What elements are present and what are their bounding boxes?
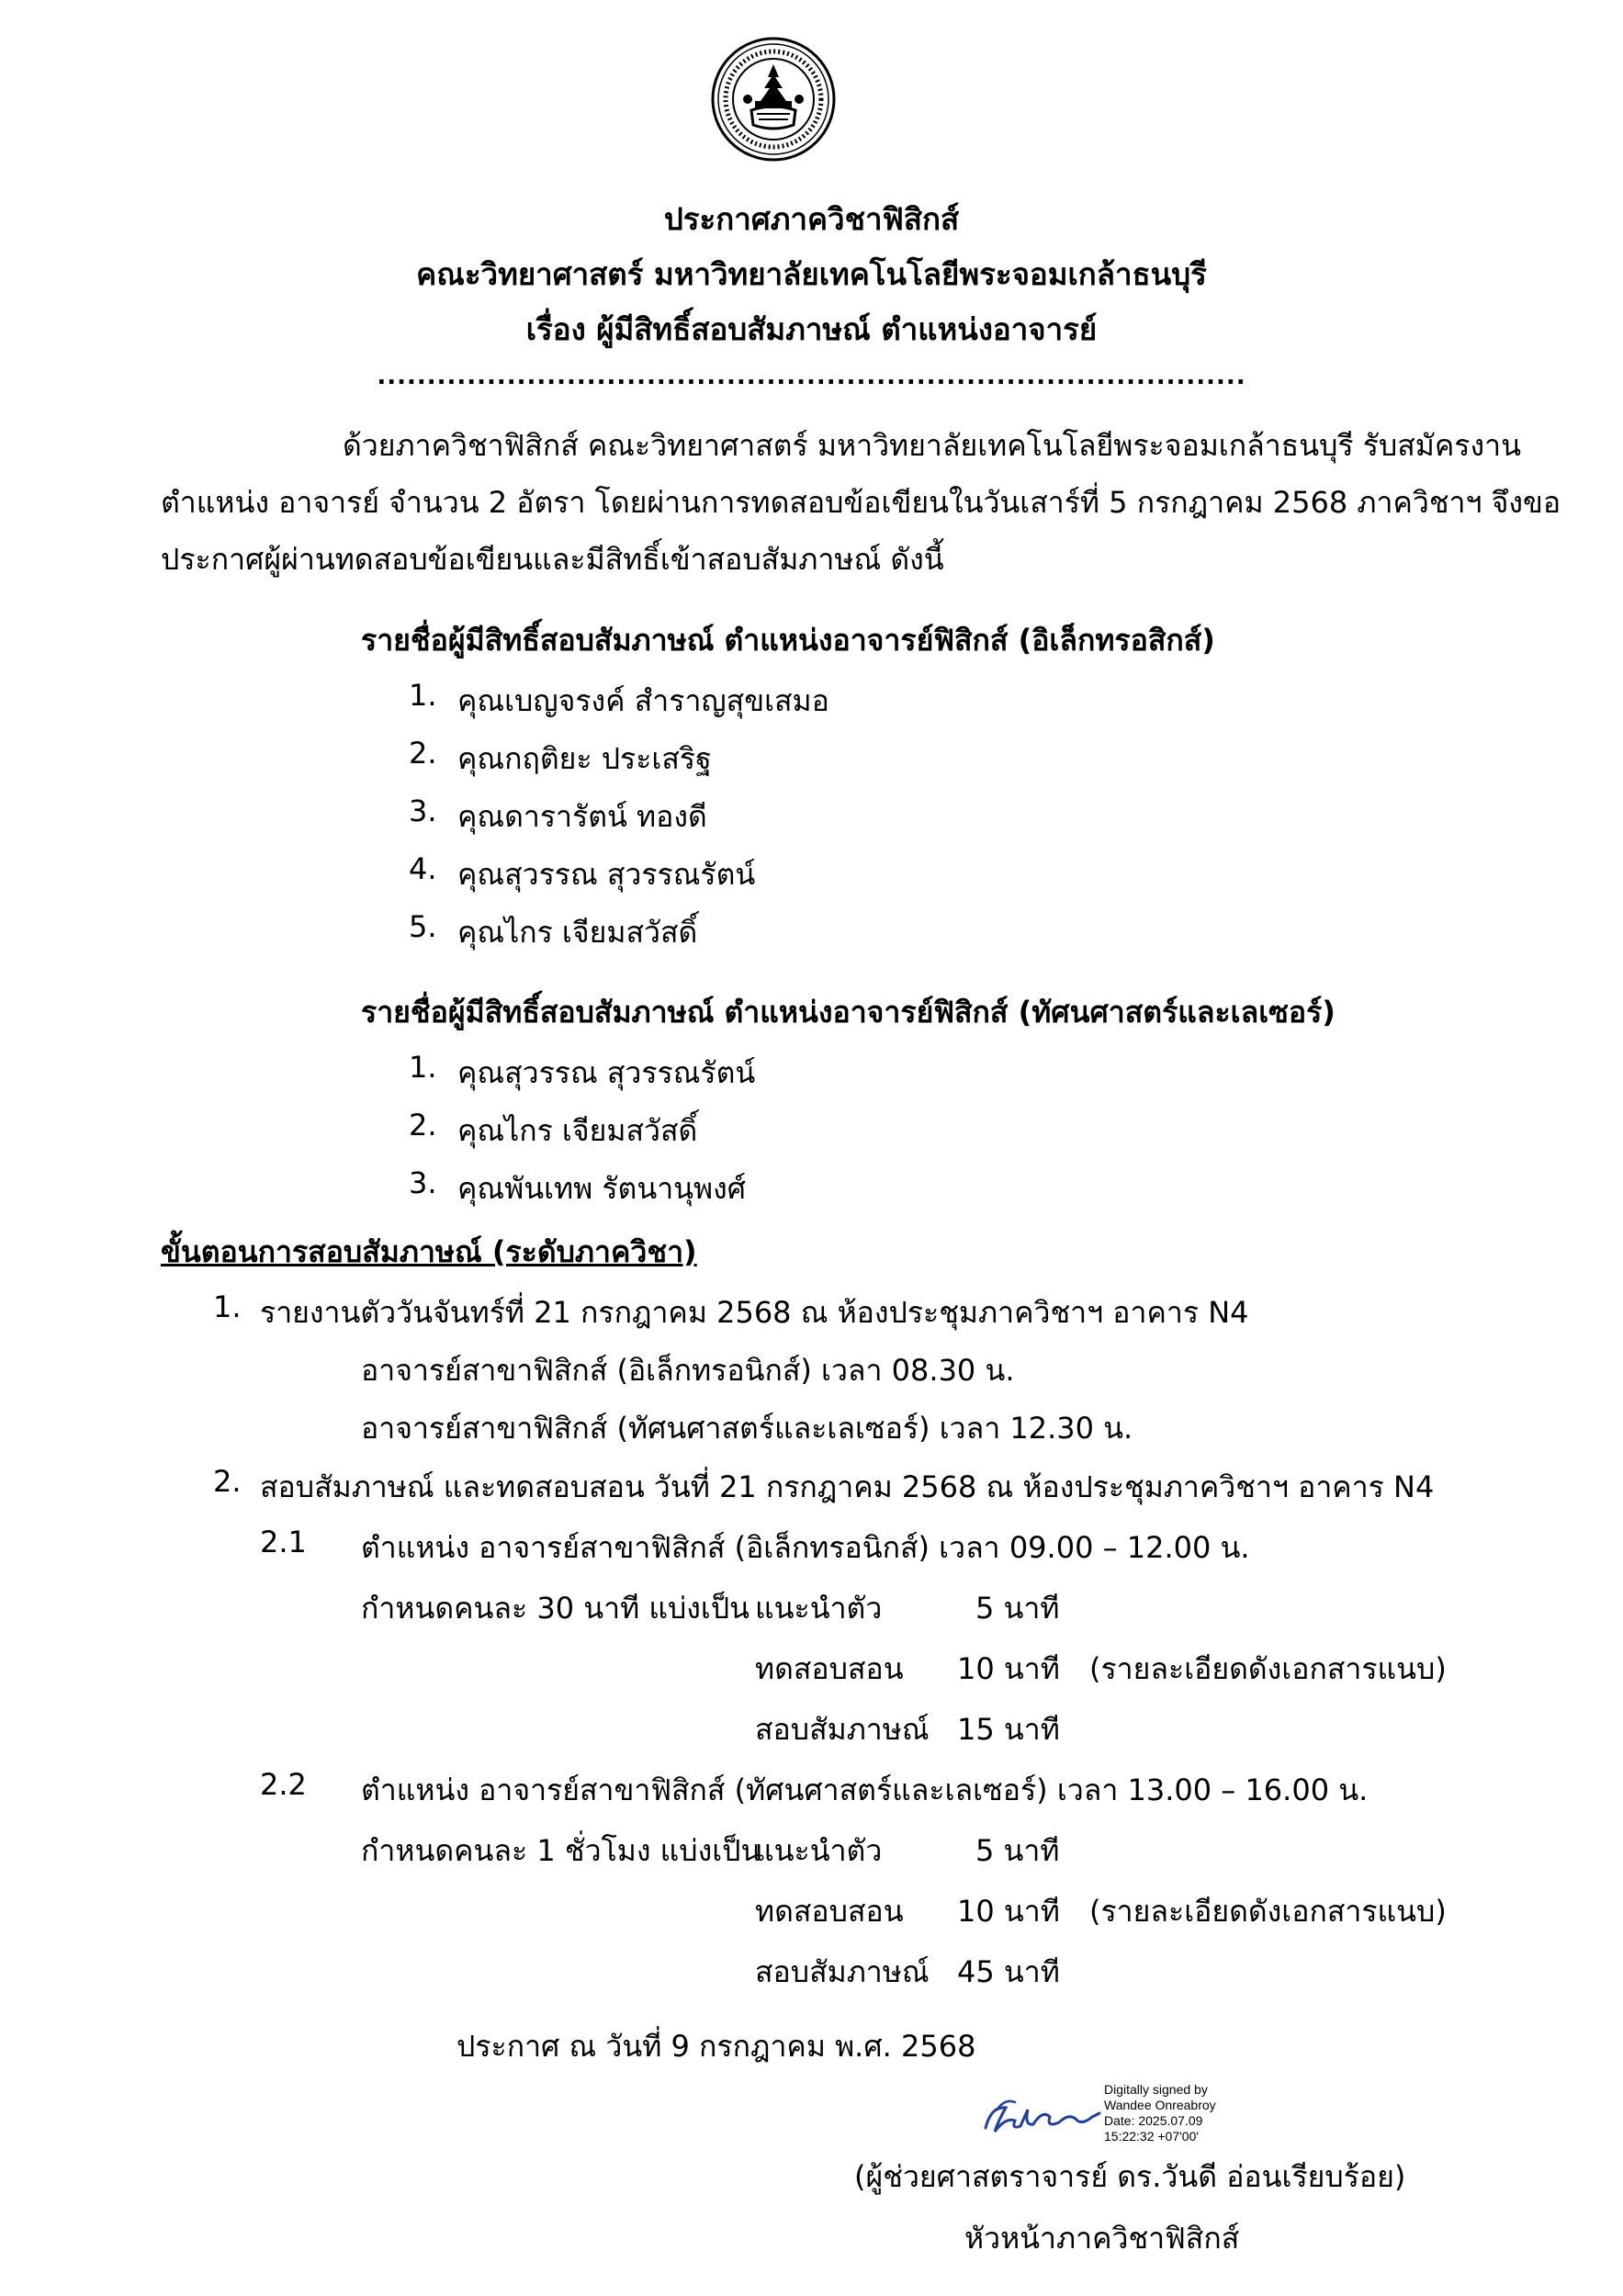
schedule-label: ทดสอบสอน bbox=[755, 1894, 904, 1929]
list-item-name: คุณสุวรรณ สุวรรณรัตน์ bbox=[457, 1055, 756, 1090]
signer-name: (ผู้ช่วยศาสตราจารย์ ดร.วันดี อ่อนเรียบร้อย) bbox=[854, 2159, 1406, 2194]
list-item-name: คุณสุวรรณ สุวรรณรัตน์ bbox=[457, 857, 756, 892]
schedule-label: แนะนำตัว bbox=[755, 1591, 883, 1626]
schedule-note: (รายละเอียดดังเอกสารแนบ) bbox=[1089, 1651, 1447, 1686]
list-item-number: 5. bbox=[409, 909, 437, 944]
substep-2-1-text: ตำแหน่ง อาจารย์สาขาฟิสิกส์ (อิเล็กทรอนิกส์) เวลา 09.00 – 12.00 น. bbox=[361, 1530, 1250, 1565]
list-item-number: 4. bbox=[409, 851, 437, 886]
subject-title: เรื่อง ผู้มีสิทธิ์สอบสัมภาษณ์ ตำแหน่งอาจารย์ bbox=[525, 311, 1098, 347]
list-item-name: คุณไกร เจียมสวัสดิ์ bbox=[457, 915, 698, 950]
substep-2-1-allocation: กำหนดคนละ 30 นาที แบ่งเป็น bbox=[361, 1591, 750, 1626]
list-item-name: คุณไกร เจียมสวัสดิ์ bbox=[457, 1113, 698, 1148]
announcement-title: ประกาศภาควิชาฟิสิกส์ bbox=[663, 201, 960, 237]
step-1-text: รายงานตัววันจันทร์ที่ 21 กรกฎาคม 2568 ณ ห้องประชุมภาควิชาฯ อาคาร N4 bbox=[260, 1295, 1249, 1330]
step-number: 2. bbox=[213, 1464, 242, 1499]
intro-line-2: ตำแหน่ง อาจารย์ จำนวน 2 อัตรา โดยผ่านการทดสอบข้อเขียนในวันเสาร์ที่ 5 กรกฎาคม 2568 ภาควิชาฯ จึงขอ bbox=[161, 485, 1561, 520]
header-separator: ....................................................................................... bbox=[377, 363, 1246, 390]
step-number: 1. bbox=[213, 1289, 242, 1324]
list-item-name: คุณพันเทพ รัตนานุพงศ์ bbox=[457, 1171, 747, 1206]
signer-position: หัวหน้าภาควิชาฟิสิกส์ bbox=[964, 2221, 1240, 2256]
schedule-time: 10 นาที bbox=[957, 1651, 1060, 1686]
schedule-time: 10 นาที bbox=[957, 1894, 1060, 1929]
schedule-label: ทดสอบสอน bbox=[755, 1651, 904, 1686]
intro-line-1: ด้วยภาควิชาฟิสิกส์ คณะวิทยาศาสตร์ มหาวิทยาลัยเทคโนโลยีพระจอมเกล้าธนบุรี รับสมัครงาน bbox=[343, 428, 1521, 463]
announcement-date: ประกาศ ณ วันที่ 9 กรกฎาคม พ.ศ. 2568 bbox=[456, 2029, 976, 2064]
step-1-optics-time: อาจารย์สาขาฟิสิกส์ (ทัศนศาสตร์และเลเซอร์) เวลา 12.30 น. bbox=[361, 1411, 1133, 1446]
step-2-text: สอบสัมภาษณ์ และทดสอบสอน วันที่ 21 กรกฎาคม 2568 ณ ห้องประชุมภาควิชาฯ อาคาร N4 bbox=[260, 1469, 1435, 1504]
schedule-time: 5 นาที bbox=[975, 1833, 1060, 1868]
schedule-time: 45 นาที bbox=[957, 1954, 1060, 1989]
substep-2-2-allocation: กำหนดคนละ 1 ชั่วโมง แบ่งเป็น bbox=[361, 1833, 761, 1868]
substep-number: 2.1 bbox=[260, 1525, 307, 1559]
digital-signature-note: Digitally signed by Wandee Onreabroy Date: 2025.07.09 15:22:32 +07'00' bbox=[1104, 2082, 1216, 2144]
list-item-number: 1. bbox=[409, 1050, 437, 1085]
handwritten-signature bbox=[978, 2089, 1107, 2144]
substep-2-2-text: ตำแหน่ง อาจารย์สาขาฟิสิกส์ (ทัศนศาสตร์และเลเซอร์) เวลา 13.00 – 16.00 น. bbox=[361, 1773, 1369, 1807]
schedule-label: สอบสัมภาษณ์ bbox=[755, 1954, 930, 1989]
schedule-time: 15 นาที bbox=[957, 1712, 1060, 1747]
list-item-name: คุณกฤติยะ ประเสริฐ bbox=[457, 741, 712, 776]
university-seal-logo bbox=[709, 35, 838, 163]
list-item-number: 2. bbox=[409, 1108, 437, 1142]
schedule-note: (รายละเอียดดังเอกสารแนบ) bbox=[1089, 1894, 1447, 1929]
schedule-time: 5 นาที bbox=[975, 1591, 1060, 1626]
list-item-name: คุณเบญจรงค์ สำราญสุขเสมอ bbox=[457, 683, 829, 718]
list-item-number: 3. bbox=[409, 793, 437, 828]
procedure-heading: ขั้นตอนการสอบสัมภาษณ์ (ระดับภาควิชา) bbox=[161, 1234, 697, 1269]
faculty-university-title: คณะวิทยาศาสตร์ มหาวิทยาลัยเทคโนโลยีพระจอมเกล้าธนบุรี bbox=[416, 256, 1207, 292]
substep-number: 2.2 bbox=[260, 1767, 307, 1802]
list-item-name: คุณดารารัตน์ ทองดี bbox=[457, 799, 707, 834]
list-optics-heading: รายชื่อผู้มีสิทธิ์สอบสัมภาษณ์ ตำแหน่งอาจารย์ฟิสิกส์ (ทัศนศาสตร์และเลเซอร์) bbox=[361, 995, 1336, 1030]
step-1-electronics-time: อาจารย์สาขาฟิสิกส์ (อิเล็กทรอนิกส์) เวลา 08.30 น. bbox=[361, 1353, 1015, 1388]
list-item-number: 1. bbox=[409, 678, 437, 713]
list-electronics-heading: รายชื่อผู้มีสิทธิ์สอบสัมภาษณ์ ตำแหน่งอาจารย์ฟิสิกส์ (อิเล็กทรอสิกส์) bbox=[361, 623, 1215, 658]
list-item-number: 3. bbox=[409, 1165, 437, 1200]
schedule-label: แนะนำตัว bbox=[755, 1833, 883, 1868]
schedule-label: สอบสัมภาษณ์ bbox=[755, 1712, 930, 1747]
list-item-number: 2. bbox=[409, 736, 437, 771]
intro-line-3: ประกาศผู้ผ่านทดสอบข้อเขียนและมีสิทธิ์เข้าสอบสัมภาษณ์ ดังนี้ bbox=[161, 542, 944, 577]
